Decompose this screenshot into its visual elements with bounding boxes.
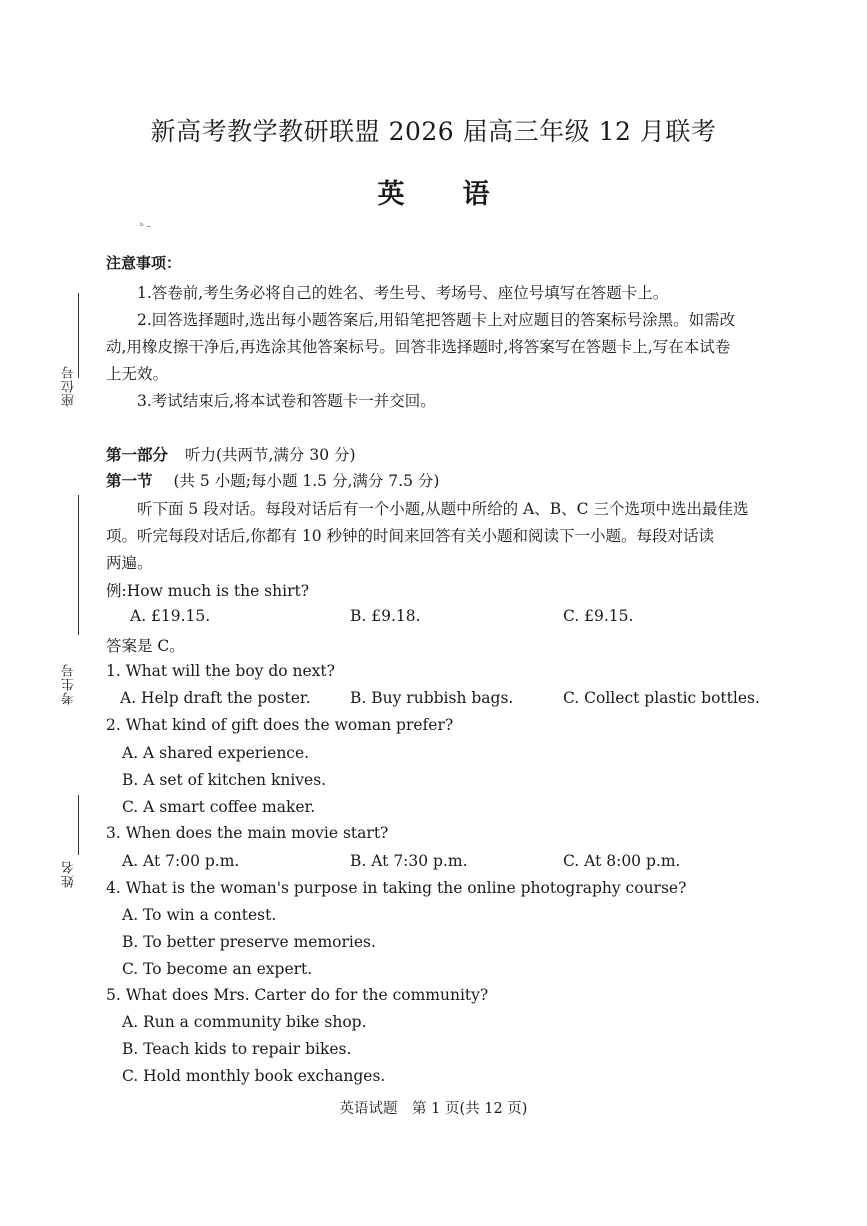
question-5-option-b: B. Teach kids to repair bikes.	[122, 1040, 352, 1058]
question-4-option-b: B. To better preserve memories.	[122, 933, 376, 951]
question-4-stem: 4. What is the woman's purpose in taking the online photography course?	[106, 879, 687, 897]
part-one-heading	[106, 443, 356, 465]
part-one-label: 第一部分	[106, 445, 169, 464]
exam-title: 新高考教学教研联盟 2026 届高三年级 12 月联考	[150, 117, 717, 146]
name-line	[78, 795, 79, 855]
question-2-option-a: A. A shared experience.	[122, 744, 310, 762]
example-option-b: B. £9.18.	[350, 607, 421, 625]
notice-item-1: 1.答卷前,考生务必将自己的姓名、考生号、考场号、座位号填写在答题卡上。	[137, 284, 669, 302]
notice-item-2-line-3: 上无效。	[106, 365, 169, 383]
question-2-stem: 2. What kind of gift does the woman prefer?	[106, 716, 454, 734]
question-1-option-a: A. Help draft the poster.	[120, 689, 311, 707]
question-3-stem: 3. When does the main movie start?	[106, 824, 389, 842]
page-footer: 英语试题 第 1 页(共 12 页)	[339, 1101, 528, 1117]
question-1-option-c: C. Collect plastic bottles.	[563, 689, 760, 707]
example-answer: 答案是 C。	[106, 637, 185, 655]
question-2-option-b: B. A set of kitchen knives.	[122, 771, 327, 789]
section-one-heading	[106, 469, 439, 491]
name-label: 姓名	[62, 860, 77, 888]
notice-heading: 注意事项：	[106, 254, 182, 272]
question-4-option-a: A. To win a contest.	[122, 906, 277, 924]
section-one-desc: (共 5 小题;每小题 1.5 分,满分 7.5 分)	[173, 472, 440, 490]
question-1-stem: 1. What will the boy do next?	[106, 662, 335, 680]
subject-title: 英语	[377, 179, 548, 210]
instruction-line-3: 两遍。	[106, 554, 153, 572]
question-3-option-b: B. At 7:30 p.m.	[350, 852, 468, 870]
question-2-option-c: C. A smart coffee maker.	[122, 798, 316, 816]
question-4-option-c: C. To become an expert.	[122, 960, 313, 978]
stray-mark: ᵇ –	[140, 222, 151, 232]
question-5-stem: 5. What does Mrs. Carter do for the community?	[106, 986, 489, 1004]
notice-item-3: 3.考试结束后,将本试卷和答题卡一并交回。	[137, 392, 436, 410]
exam-no-label: 考生号	[62, 663, 77, 705]
example-option-c: C. £9.15.	[563, 607, 634, 625]
notice-item-2-line-1: 2.回答选择题时,选出每小题答案后,用铅笔把答题卡上对应题目的答案标号涂黑。如需改	[137, 311, 736, 329]
question-5-option-a: A. Run a community bike shop.	[122, 1013, 367, 1031]
section-one-label: 第一节	[106, 471, 153, 490]
question-5-option-c: C. Hold monthly book exchanges.	[122, 1067, 386, 1085]
example-question: 例:How much is the shirt?	[106, 582, 310, 600]
seat-label: 座位号	[62, 365, 77, 407]
question-3-option-a: A. At 7:00 p.m.	[122, 852, 240, 870]
question-1-option-b: B. Buy rubbish bags.	[350, 689, 514, 707]
part-one-desc: 听力(共两节,满分 30 分)	[184, 446, 356, 464]
question-3-option-c: C. At 8:00 p.m.	[563, 852, 681, 870]
instruction-line-1: 听下面 5 段对话。每段对话后有一个小题,从题中所给的 A、B、C 三个选项中选出最佳选	[137, 500, 749, 518]
notice-item-2-line-2: 动,用橡皮擦干净后,再选涂其他答案标号。回答非选择题时,将答案写在答题卡上,写在本试卷	[106, 338, 731, 356]
exam-no-line	[78, 495, 79, 635]
instruction-line-2: 项。听完每段对话后,你都有 10 秒钟的时间来回答有关小题和阅读下一小题。每段对话读	[106, 527, 715, 545]
example-option-a: A. £19.15.	[130, 607, 211, 625]
